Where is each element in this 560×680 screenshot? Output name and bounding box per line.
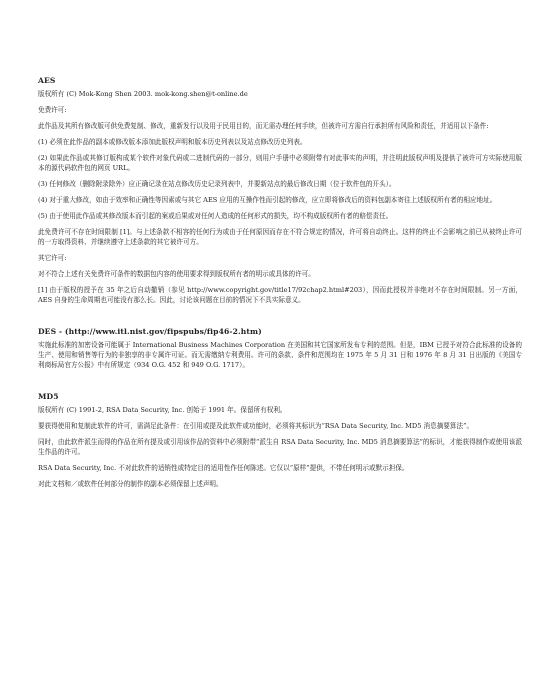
des-patent-paragraph: 实施此标准的加密设备可能属于 International Business Machines Corporation 在美国和其它国家所发布专利的范围。但是，IBM 已授予对符合此标准的设备的生产、使用和销售等行为的非独享的非专属许可证。而无需缴纳专利费用。许可的条款、条件和范围均在 1975 年 5 月 31 日和 1976 年 8 月 31 日出版的《美国专利商标局官方公报》中有所规定（934 O.G. 452 和 949 O.G. 1717）。 bbox=[38, 341, 522, 369]
aes-condition-1: (1) 必须在此作品的副本或修改版本添加此版权声明和版本历史列表以及站点修改历史列表。 bbox=[38, 138, 307, 146]
md5-notice-retention: 对此文档和／或软件任何部分的制作的副本必须保留上述声明。 bbox=[38, 480, 223, 488]
aes-free-license-heading: 免费许可: bbox=[38, 106, 67, 114]
md5-derived-works-paragraph: 同时，由此软件派生而得的作品在所有提及或引用该作品的资料中必须附带“派生自 RSA Data Security, Inc. MD5 消息摘要算法”的标识，才能获得制作或使用该派生作品的许可。 bbox=[38, 438, 522, 456]
aes-section bbox=[38, 76, 522, 305]
des-section bbox=[38, 327, 522, 370]
aes-condition-3: (3) 任何修改（删除附录除外）应正确记录在站点修改历史记录列表中，并要新站点的最后修改日期（位于软件包的开头）。 bbox=[38, 180, 396, 188]
des-title: DES - (http://www.itl.nist.gov/fipspubs/fip46-2.htm) bbox=[38, 327, 262, 336]
aes-condition-5: (5) 由于使用此作品或其修改版本而引起的案或后果或对任何人造成的任何形式的损失，均不构成版权所有者的赔偿责任。 bbox=[38, 212, 393, 220]
md5-copyright: 版权所有 (C) 1991-2, RSA Data Security, Inc. 创始于 1991 年。保留所有权利。 bbox=[38, 406, 287, 414]
aes-copyright: 版权所有 (C) Mok-Kong Shen 2003. mok-kong.shen@t-online.de bbox=[38, 90, 248, 98]
aes-other-license-text: 对不符合上述有关免费许可条件的数据包内容的使用要求得到版权所有者的明示或具体的许可。 bbox=[38, 270, 315, 278]
md5-title: MD5 bbox=[38, 392, 59, 401]
aes-condition-2: (2) 如果此作品或其修订版构成某个软件对象代码或二进制代码的一部分，则用户手册中必须附带有对此事实的声明，并注明此版权声明及提供了被许可方实际使用版本的源代码软件包的网页 URL。 bbox=[38, 154, 522, 172]
md5-disclaimer: RSA Data Security, Inc. 不对此软件的适销性或特定目的适用性作任何陈述。它仅以“原样”提供，不带任何明示或默示担保。 bbox=[38, 464, 409, 472]
aes-other-license-heading: 其它许可: bbox=[38, 254, 67, 262]
md5-license-paragraph: 要获得使用和复制此软件的许可，需满足此条件：在引用或提及此软件或功能时，必须将其标识为“RSA Data Security, Inc. MD5 消息摘要算法”。 bbox=[38, 422, 474, 430]
aes-license-intro: 此作品及其所有修改版可供免费复制、修改，重新发行以及用于民用目的，而无需办理任何手续，但被许可方需自行承担所有风险和责任，并适用以下条件: bbox=[38, 122, 489, 130]
aes-title: AES bbox=[38, 76, 56, 85]
md5-section bbox=[38, 392, 522, 489]
aes-condition-4: (4) 对于重大修改，如由于效率和正确性等因素或与其它 AES 应用的互操作性而引起的修改，应立即将修改后的资料包副本寄往上述版权所有者的相应地址。 bbox=[38, 196, 497, 204]
aes-time-limit-paragraph: 此免费许可不存在时间限制 [1]。与上述条款不相容的任何行为或由于任何原因而存在不符合规定的情况，许可将自动终止。这样的终止不会影响之前已从被终止许可的一方取得资料、并继续遵守上述条款的其它被许可方。 bbox=[38, 228, 522, 246]
aes-footnote: [1] 由于版权的授予在 35 年之后自动撤销（参见 http://www.copyright.gov/title17/92chap2.html#203），因而此授权并非绝对不存在时间限制。另一方面，AES 自身的生命周期也可能没有那么长。因此，讨论该问题在目前的情况下不具实际意义。 bbox=[38, 286, 522, 304]
